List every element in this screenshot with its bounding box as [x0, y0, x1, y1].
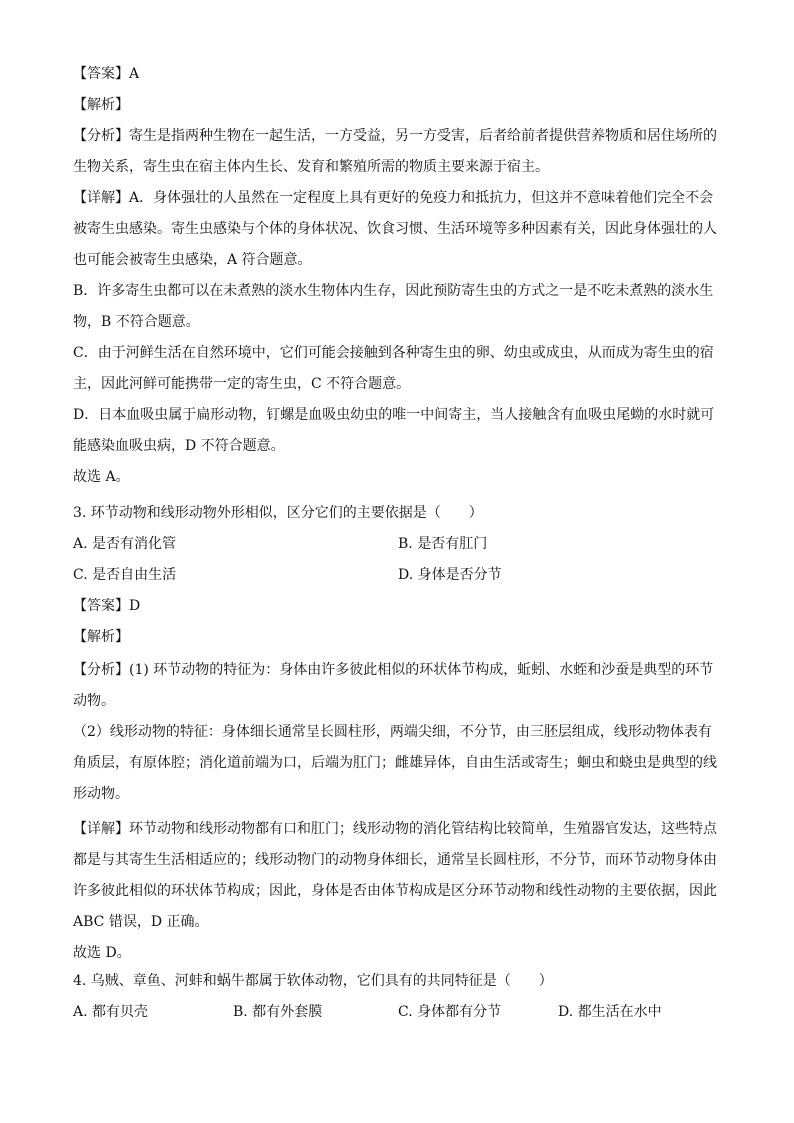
option-c: C. 是否自由生活: [73, 567, 177, 583]
option-b: B. 都有外套膜: [233, 1004, 323, 1020]
analysis-label: 【解析】: [73, 97, 129, 113]
detail-text-line: B．许多寄生虫都可以在未煮熟的淡水生物体内生存，因此预防寄生虫的方式之一是不吃未煮熟的淡水生: [73, 283, 714, 299]
conclusion-text: 故选 A。: [73, 469, 130, 485]
analysis-text-line: 【分析】(1) 环节动物的特征为：身体由许多彼此相似的环状体节构成，蚯蚓、水蛭和沙蚕是典型的环节: [73, 662, 714, 678]
option-b: B. 是否有肛门: [398, 536, 488, 552]
detail-text-line: 被寄生虫感染。寄生虫感染与个体的身体状况、饮食习惯、生活环境等多种因素有关，因此身体强壮的人: [73, 221, 717, 237]
option-c: C. 身体都有分节: [398, 1004, 502, 1020]
analysis-text-line: 角质层，有原体腔；消化道前端为口，后端为肛门；雌雄异体，自由生活或寄生；蛔虫和蛲虫是典型的线: [73, 755, 717, 771]
detail-text-line: C．由于河鲜生活在自然环境中，它们可能会接触到各种寄生虫的卵、幼虫或成虫，从而成为寄生虫的宿: [73, 345, 714, 361]
detail-text-line: 【详解】A．身体强壮的人虽然在一定程度上具有更好的免疫力和抵抗力，但这并不意味着他们完全不会: [73, 190, 714, 206]
conclusion-text: 故选 D。: [73, 945, 131, 961]
analysis-text-line: 形动物。: [73, 786, 129, 802]
detail-text-line: 都是与其寄生生活相适应的；线形动物门的动物身体细长，通常呈长圆柱形，不分节，而环节动物身体由: [73, 852, 717, 868]
answer-label: 【答案】A: [73, 66, 140, 82]
analysis-text-line: （2）线形动物的特征：身体细长通常呈长圆柱形，两端尖细，不分节，由三胚层组成，线形动物体表有: [73, 724, 712, 740]
option-a: A. 都有贝壳: [73, 1004, 149, 1020]
detail-text-line: 许多彼此相似的环状体节构成；因此，身体是否由体节构成是区分环节动物和线性动物的主要依据，因此: [73, 883, 717, 899]
answer-label: 【答案】D: [73, 598, 141, 614]
question-stem: 3. 环节动物和线形动物外形相似，区分它们的主要依据是（ ）: [73, 505, 483, 521]
option-a: A. 是否有消化管: [73, 536, 177, 552]
analysis-text-line: 【分析】寄生是指两种生物在一起生活，一方受益，另一方受害，后者给前者提供营养物质和居住场所的: [73, 128, 717, 144]
question-stem: 4. 乌贼、章鱼、河蚌和蜗牛都属于软体动物，它们具有的共同特征是（ ）: [73, 973, 553, 989]
detail-text-line: D．日本血吸虫属于扁形动物，钉螺是血吸虫幼虫的唯一中间寄主，当人接触含有血吸虫尾蚴的水时就可: [73, 407, 715, 423]
option-d: D. 都生活在水中: [558, 1004, 662, 1020]
analysis-text-line: 生物关系，寄生虫在宿主体内生长、发育和繁殖所需的物质主要来源于宿主。: [73, 159, 549, 175]
detail-text-line: 主，因此河鲜可能携带一定的寄生虫，C 不符合题意。: [73, 376, 411, 392]
option-d: D. 身体是否分节: [398, 567, 502, 583]
analysis-text-line: 动物。: [73, 693, 115, 709]
detail-text-line: ABC 错误，D 正确。: [73, 914, 209, 930]
detail-text-line: 能感染血吸虫病，D 不符合题意。: [73, 438, 285, 454]
detail-text-line: 物，B 不符合题意。: [73, 314, 200, 330]
analysis-label: 【解析】: [73, 629, 129, 645]
detail-text-line: 【详解】环节动物和线形动物都有口和肛门；线形动物的消化管结构比较简单，生殖器官发达，这些特点: [73, 821, 717, 837]
detail-text-line: 也可能会被寄生虫感染，A 符合题意。: [73, 252, 312, 268]
